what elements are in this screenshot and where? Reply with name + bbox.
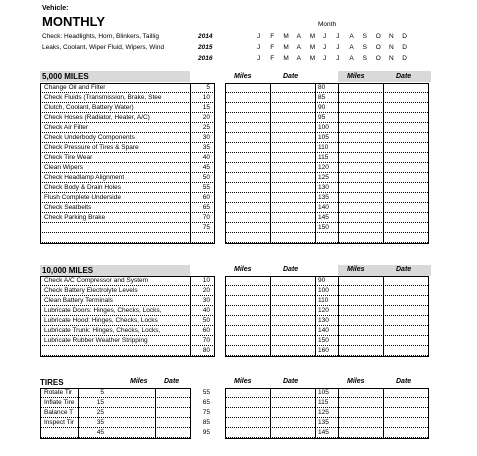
miles-interval: 95: [318, 114, 326, 121]
year-2016: 2016: [198, 55, 213, 62]
date-entry-cell[interactable]: [384, 398, 427, 407]
miles-entry-cell[interactable]: [226, 388, 269, 397]
date-entry-cell[interactable]: [271, 123, 314, 132]
miles-entry-cell[interactable]: [339, 418, 382, 427]
date-entry-cell[interactable]: [271, 286, 314, 295]
maintenance-item: Flush Complete Underside: [44, 194, 121, 201]
date-entry-cell[interactable]: [384, 326, 427, 335]
miles-entry-cell[interactable]: [226, 276, 269, 285]
miles-interval: 30: [202, 134, 210, 141]
section_5000-row-line: [40, 233, 213, 243]
miles-entry-cell[interactable]: [339, 203, 382, 212]
maintenance-item: Check Battery Electrolyte Levels: [44, 287, 138, 294]
miles-interval: 70: [202, 337, 210, 344]
miles-interval: 45: [202, 164, 210, 171]
col-date-4: Date: [396, 266, 412, 273]
miles-interval: 40: [202, 307, 210, 314]
miles-entry-cell[interactable]: [226, 113, 269, 122]
miles-interval: 55: [202, 184, 210, 191]
month-letter[interactable]: A: [296, 44, 301, 51]
miles-entry-cell[interactable]: [339, 388, 382, 397]
miles-entry-cell[interactable]: [226, 233, 269, 242]
date-entry-cell[interactable]: [384, 123, 427, 132]
date-entry-cell[interactable]: [271, 173, 314, 182]
section_5000-row-line: [315, 233, 338, 243]
miles-interval: 125: [318, 174, 329, 181]
month-label: Month: [318, 21, 337, 28]
month-letter[interactable]: M: [283, 44, 289, 51]
date-entry-cell[interactable]: [384, 276, 427, 285]
miles-entry-cell[interactable]: [226, 408, 269, 417]
maintenance-item: Clutch, Coolant, Battery Water): [44, 104, 134, 111]
miles-interval: 5: [100, 389, 104, 396]
month-letter[interactable]: O: [375, 33, 381, 40]
month-letter[interactable]: N: [389, 55, 394, 62]
monthly-check-text-1: Check: Headlights, Horn, Blinkers, Taillig: [42, 33, 159, 40]
month-letter[interactable]: J: [336, 44, 340, 51]
maintenance-item: Lubricate Hood: Hinges, Checks, Locks: [44, 317, 158, 324]
miles-entry-cell[interactable]: [339, 93, 382, 102]
col-miles-1: Miles: [234, 73, 252, 80]
miles-entry-cell[interactable]: [339, 428, 382, 437]
maintenance-item: Lubricate Doors: Hinges, Checks, Locks,: [44, 307, 162, 314]
miles-entry-cell[interactable]: [339, 213, 382, 222]
section_5000-row-line: [40, 223, 213, 233]
miles-interval: 115: [318, 399, 329, 406]
miles-interval: 40: [202, 154, 210, 161]
month-letter[interactable]: M: [309, 44, 316, 51]
miles-interval: 120: [318, 307, 329, 314]
miles-entry-cell[interactable]: [339, 193, 382, 202]
miles-entry-cell[interactable]: [226, 123, 269, 132]
miles-interval: 80: [202, 347, 210, 354]
date-entry-cell[interactable]: [384, 203, 427, 212]
month-letter[interactable]: J: [257, 33, 261, 40]
miles-interval: 25: [202, 124, 210, 131]
miles-interval: 90: [318, 104, 326, 111]
miles-interval: 20: [202, 287, 210, 294]
monthly-check-text-2: Leaks, Coolant, Wiper Fluid, Wipers, Wind: [42, 44, 165, 51]
date-entry-cell[interactable]: [384, 286, 427, 295]
tire-task: Inspect Tir: [44, 419, 74, 426]
section-5000-title: 5,000 MILES: [42, 72, 89, 81]
miles-entry-cell[interactable]: [226, 153, 269, 162]
date-entry-cell[interactable]: [384, 418, 427, 427]
month-letter[interactable]: M: [283, 55, 289, 62]
col-date-6: Date: [283, 378, 299, 385]
date-entry-cell[interactable]: [156, 398, 189, 407]
date-entry-cell[interactable]: [271, 163, 314, 172]
col-miles-5: Miles: [130, 378, 148, 385]
miles-entry-cell[interactable]: [226, 163, 269, 172]
miles-interval: 105: [318, 389, 329, 396]
miles-entry-cell[interactable]: [339, 123, 382, 132]
miles-interval: 140: [318, 204, 329, 211]
maintenance-item: Check A/C Compressor and System: [44, 277, 149, 284]
month-letter[interactable]: A: [296, 55, 301, 62]
date-entry-cell[interactable]: [271, 316, 314, 325]
month-letter[interactable]: A: [349, 33, 354, 40]
miles-interval: 50: [202, 317, 210, 324]
miles-entry-cell[interactable]: [226, 398, 269, 407]
miles-entry-cell[interactable]: [339, 103, 382, 112]
miles-interval: 130: [318, 184, 329, 191]
month-letter[interactable]: F: [270, 55, 275, 62]
miles-interval: 150: [318, 337, 329, 344]
miles-interval: 85: [202, 419, 210, 426]
miles-interval: 15: [96, 399, 104, 406]
month-letter[interactable]: D: [402, 44, 407, 51]
date-entry-cell[interactable]: [384, 183, 427, 192]
section-tires-title: TIRES: [40, 378, 64, 387]
date-entry-cell[interactable]: [384, 133, 427, 142]
date-entry-cell[interactable]: [271, 276, 314, 285]
month-letter[interactable]: M: [309, 33, 316, 40]
miles-interval: 160: [318, 347, 329, 354]
miles-entry-cell[interactable]: [226, 326, 269, 335]
miles-interval: 65: [202, 399, 210, 406]
miles-interval: 25: [96, 409, 104, 416]
month-letter[interactable]: J: [323, 33, 327, 40]
month-letter[interactable]: F: [270, 44, 275, 51]
miles-interval: 100: [318, 124, 329, 131]
date-entry-cell[interactable]: [384, 428, 427, 437]
miles-interval: 95: [202, 429, 210, 436]
month-letter[interactable]: F: [270, 33, 275, 40]
date-entry-cell[interactable]: [271, 143, 314, 152]
date-entry-cell[interactable]: [271, 346, 314, 355]
miles-interval: 60: [202, 194, 210, 201]
date-entry-cell[interactable]: [271, 203, 314, 212]
miles-entry-cell[interactable]: [226, 418, 269, 427]
date-entry-cell[interactable]: [271, 326, 314, 335]
maintenance-item: Check Hoses (Radiator, Heater, A/C): [44, 114, 150, 121]
miles-entry-cell[interactable]: [339, 336, 382, 345]
month-letter[interactable]: M: [309, 55, 316, 62]
miles-interval: 75: [202, 224, 210, 231]
maintenance-item: Clean Wipers: [44, 164, 84, 171]
date-entry-cell[interactable]: [384, 103, 427, 112]
miles-interval: 45: [96, 429, 104, 436]
miles-entry-cell[interactable]: [339, 173, 382, 182]
month-letter[interactable]: S: [362, 44, 367, 51]
miles-interval: 100: [318, 287, 329, 294]
miles-interval: 140: [318, 327, 329, 334]
miles-entry-cell[interactable]: [339, 143, 382, 152]
miles-interval: 135: [318, 194, 329, 201]
date-entry-cell[interactable]: [271, 153, 314, 162]
miles-entry-cell[interactable]: [339, 233, 382, 242]
year-2015: 2015: [198, 44, 213, 51]
date-entry-cell[interactable]: [271, 93, 314, 102]
date-entry-cell[interactable]: [271, 193, 314, 202]
maintenance-item: Check Parking Brake: [44, 214, 106, 221]
vehicle-label: Vehicle:: [42, 5, 69, 12]
miles-interval: 130: [318, 317, 329, 324]
month-letter[interactable]: J: [336, 33, 340, 40]
tire-task: Inflate Tire: [44, 399, 75, 406]
miles-interval: 50: [202, 174, 210, 181]
date-entry-cell[interactable]: [384, 408, 427, 417]
miles-interval: 85: [318, 94, 326, 101]
miles-interval: 150: [318, 224, 329, 231]
miles-entry-cell[interactable]: [226, 103, 269, 112]
date-entry-cell[interactable]: [384, 163, 427, 172]
maintenance-item: Lubricate Trunk: Hinges, Checks, Locks,: [44, 327, 161, 334]
month-letter[interactable]: M: [283, 33, 289, 40]
date-entry-cell[interactable]: [384, 113, 427, 122]
miles-interval: 145: [318, 214, 329, 221]
date-entry-cell[interactable]: [384, 223, 427, 232]
month-letter[interactable]: O: [375, 44, 381, 51]
miles-entry-cell[interactable]: [226, 306, 269, 315]
maintenance-item: Check Fluids (Transmission, Brake, Stee: [44, 94, 162, 101]
month-letter[interactable]: S: [362, 33, 367, 40]
maintenance-item: Check Headlamp Alignment: [44, 174, 125, 181]
date-entry-cell[interactable]: [271, 113, 314, 122]
col-date-7: Date: [396, 378, 412, 385]
miles-entry-cell[interactable]: [226, 346, 269, 355]
miles-entry-cell[interactable]: [339, 296, 382, 305]
date-entry-cell[interactable]: [156, 388, 189, 397]
tire-task: Rotate Tir: [44, 389, 73, 396]
month-letter[interactable]: A: [349, 55, 354, 62]
month-letter[interactable]: J: [257, 44, 261, 51]
date-entry-cell[interactable]: [384, 83, 427, 92]
month-letter[interactable]: J: [323, 55, 327, 62]
col-date-3: Date: [283, 266, 299, 273]
miles-entry-cell[interactable]: [226, 93, 269, 102]
miles-entry-cell[interactable]: [339, 408, 382, 417]
date-entry-cell[interactable]: [384, 213, 427, 222]
month-letter[interactable]: J: [257, 55, 261, 62]
miles-interval: 110: [318, 144, 329, 151]
miles-entry-cell[interactable]: [226, 203, 269, 212]
date-entry-cell[interactable]: [156, 418, 189, 427]
miles-interval: 55: [202, 389, 210, 396]
miles-interval: 135: [318, 419, 329, 426]
miles-entry-cell[interactable]: [226, 83, 269, 92]
miles-interval: 80: [318, 84, 326, 91]
miles-entry-cell[interactable]: [226, 213, 269, 222]
date-entry-cell[interactable]: [271, 183, 314, 192]
month-letter[interactable]: A: [296, 33, 301, 40]
page-title: MONTHLY: [42, 14, 106, 29]
col-miles-3: Miles: [234, 266, 252, 273]
col-miles-7: Miles: [347, 378, 365, 385]
miles-entry-cell[interactable]: [226, 133, 269, 142]
miles-entry-cell[interactable]: [339, 223, 382, 232]
miles-entry-cell[interactable]: [121, 388, 154, 397]
miles-entry-cell[interactable]: [339, 113, 382, 122]
miles-entry-cell[interactable]: [339, 286, 382, 295]
maintenance-item: Check Pressure of Tires & Spare: [44, 144, 139, 151]
section-10000-title: 10,000 MILES: [42, 266, 94, 275]
date-entry-cell[interactable]: [271, 103, 314, 112]
miles-interval: 115: [318, 154, 329, 161]
miles-interval: 145: [318, 429, 329, 436]
date-entry-cell[interactable]: [271, 428, 314, 437]
miles-entry-cell[interactable]: [339, 163, 382, 172]
miles-interval: 10: [202, 277, 210, 284]
date-entry-cell[interactable]: [156, 408, 189, 417]
miles-interval: 90: [318, 277, 326, 284]
miles-interval: 75: [202, 409, 210, 416]
miles-entry-cell[interactable]: [339, 346, 382, 355]
date-entry-cell[interactable]: [384, 173, 427, 182]
miles-entry-cell[interactable]: [339, 133, 382, 142]
section_10000-row-line: [40, 346, 213, 356]
miles-entry-cell[interactable]: [339, 398, 382, 407]
date-entry-cell[interactable]: [271, 223, 314, 232]
miles-entry-cell[interactable]: [339, 326, 382, 335]
tire-task: Balance T: [44, 409, 74, 416]
miles-interval: 35: [202, 144, 210, 151]
date-entry-cell[interactable]: [384, 153, 427, 162]
miles-interval: 120: [318, 164, 329, 171]
month-letter[interactable]: N: [389, 33, 394, 40]
month-letter[interactable]: D: [402, 55, 407, 62]
miles-entry-cell[interactable]: [339, 316, 382, 325]
miles-interval: 20: [202, 114, 210, 121]
miles-interval: 30: [202, 297, 210, 304]
miles-entry-cell[interactable]: [339, 153, 382, 162]
col-date-2: Date: [396, 73, 412, 80]
miles-entry-cell[interactable]: [339, 276, 382, 285]
col-date-1: Date: [283, 73, 299, 80]
miles-entry-cell[interactable]: [339, 183, 382, 192]
miles-entry-cell[interactable]: [226, 296, 269, 305]
date-entry-cell[interactable]: [271, 398, 314, 407]
col-miles-4: Miles: [347, 266, 365, 273]
col-miles-6: Miles: [234, 378, 252, 385]
miles-entry-cell[interactable]: [226, 336, 269, 345]
maintenance-item: Check Body & Drain Holes: [44, 184, 121, 191]
maintenance-item: Lubricate Rubber Weather Stripping: [44, 337, 148, 344]
date-entry-cell[interactable]: [271, 388, 314, 397]
miles-entry-cell[interactable]: [226, 143, 269, 152]
month-letter[interactable]: J: [336, 55, 340, 62]
date-entry-cell[interactable]: [271, 306, 314, 315]
miles-entry-cell[interactable]: [226, 193, 269, 202]
miles-entry-cell[interactable]: [121, 398, 154, 407]
date-entry-cell[interactable]: [384, 296, 427, 305]
col-miles-2: Miles: [347, 73, 365, 80]
date-entry-cell[interactable]: [271, 133, 314, 142]
miles-entry-cell[interactable]: [226, 316, 269, 325]
date-entry-cell[interactable]: [384, 233, 427, 242]
maintenance-item: Check Underbody Components: [44, 134, 135, 141]
miles-interval: 65: [202, 204, 210, 211]
date-entry-cell[interactable]: [271, 408, 314, 417]
month-letter[interactable]: A: [349, 44, 354, 51]
miles-entry-cell[interactable]: [339, 306, 382, 315]
date-entry-cell[interactable]: [271, 83, 314, 92]
miles-entry-cell[interactable]: [121, 428, 154, 437]
month-letter[interactable]: J: [323, 44, 327, 51]
miles-interval: 105: [318, 134, 329, 141]
month-letter[interactable]: S: [362, 55, 367, 62]
maintenance-item: Check Air Filter: [44, 124, 89, 131]
miles-entry-cell[interactable]: [226, 223, 269, 232]
date-entry-cell[interactable]: [271, 296, 314, 305]
miles-entry-cell[interactable]: [121, 408, 154, 417]
miles-entry-cell[interactable]: [226, 183, 269, 192]
miles-interval: 70: [202, 214, 210, 221]
miles-interval: 35: [96, 419, 104, 426]
miles-entry-cell[interactable]: [121, 418, 154, 427]
year-2014: 2014: [198, 33, 213, 40]
maintenance-item: Change Oil and Filter: [44, 84, 106, 91]
date-entry-cell[interactable]: [271, 213, 314, 222]
date-entry-cell[interactable]: [384, 336, 427, 345]
date-entry-cell[interactable]: [271, 418, 314, 427]
maintenance-item: Check Seatbelts: [44, 204, 92, 211]
month-letter[interactable]: D: [402, 33, 407, 40]
date-entry-cell[interactable]: [384, 93, 427, 102]
date-entry-cell[interactable]: [271, 233, 314, 242]
month-letter[interactable]: N: [389, 44, 394, 51]
miles-entry-cell[interactable]: [226, 173, 269, 182]
miles-entry-cell[interactable]: [226, 286, 269, 295]
date-entry-cell[interactable]: [384, 306, 427, 315]
miles-interval: 60: [202, 327, 210, 334]
miles-interval: 15: [202, 104, 210, 111]
miles-interval: 110: [318, 297, 329, 304]
maintenance-item: Check Tire Wear: [44, 154, 93, 161]
miles-interval: 125: [318, 409, 329, 416]
col-date-5: Date: [164, 378, 180, 385]
miles-entry-cell[interactable]: [339, 83, 382, 92]
miles-entry-cell[interactable]: [226, 428, 269, 437]
date-entry-cell[interactable]: [384, 388, 427, 397]
maintenance-item: Clean Battery Terminals: [44, 297, 113, 304]
date-entry-cell[interactable]: [384, 346, 427, 355]
date-entry-cell[interactable]: [156, 428, 189, 437]
miles-interval: 5: [206, 84, 210, 91]
date-entry-cell[interactable]: [271, 336, 314, 345]
month-letter[interactable]: O: [375, 55, 381, 62]
date-entry-cell[interactable]: [384, 143, 427, 152]
date-entry-cell[interactable]: [384, 316, 427, 325]
miles-interval: 10: [202, 94, 210, 101]
date-entry-cell[interactable]: [384, 193, 427, 202]
